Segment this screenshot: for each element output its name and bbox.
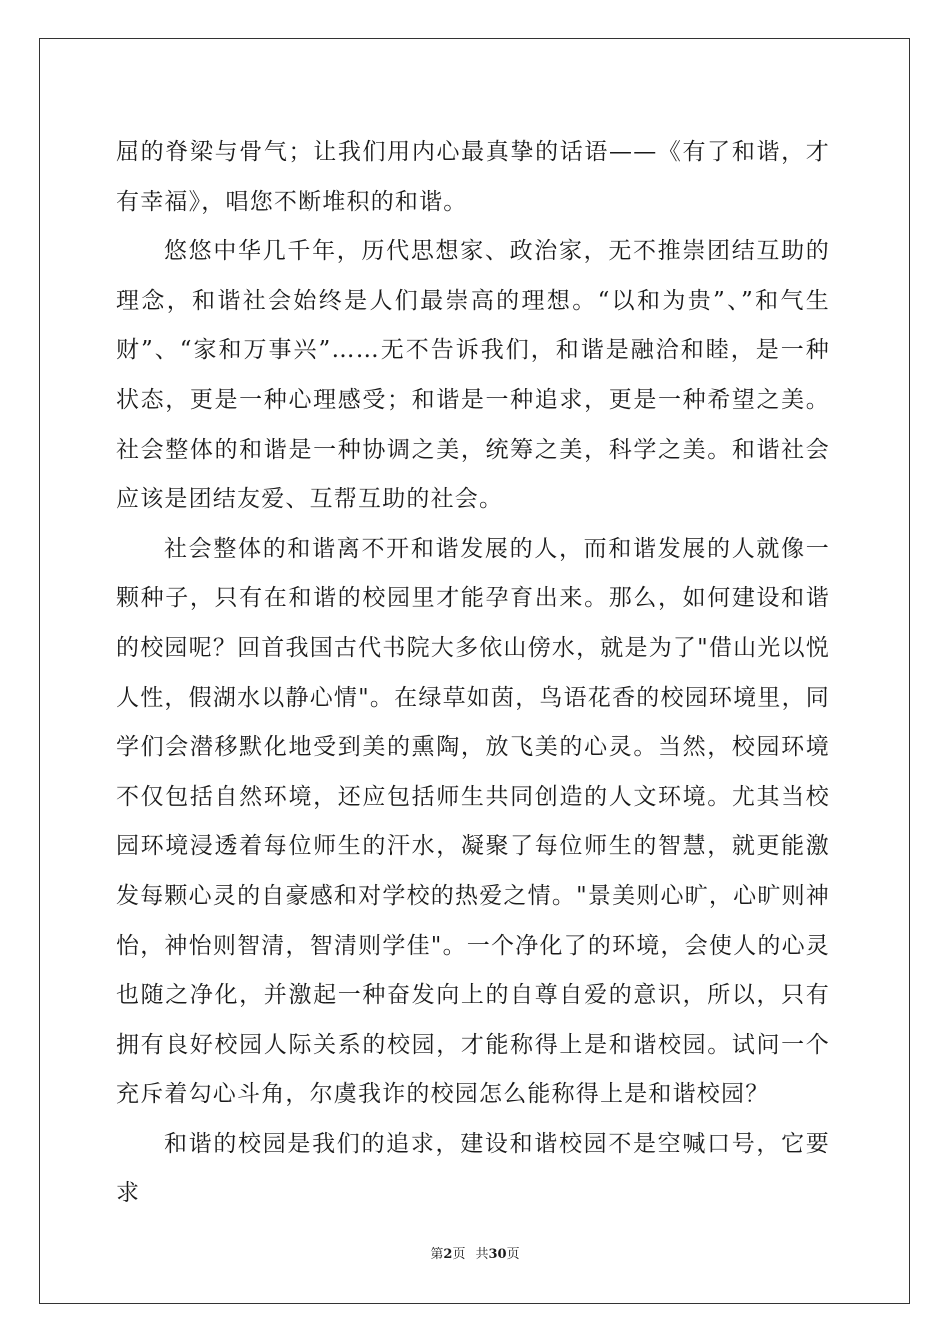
paragraph-4: 和谐的校园是我们的追求，建设和谐校园不是空喊口号，它要求: [116, 1130, 830, 1207]
paragraph-3: 社会整体的和谐离不开和谐发展的人，而和谐发展的人就像一颗种子，只有在和谐的校园里才能孕育出来。那么，如何建设和谐的校园呢？回首我国古代书院大多依山傍水，就是为了"借山光以悦人性，假湖水以静心情"。在绿草如茵，鸟语花香的校园环境里，同学们会潜移默化地受到美的熏陶，放飞美的心灵。当然，校园环境不仅包括自然环境，还应包括师生共同创造的人文环境。尤其当校园环境浸透着每位师生的汗水，凝聚了每位师生的智慧，就更能激发每颗心灵的自豪感和对学校的热爱之情。"景美则心旷，心旷则神怡，神怡则智清，智清则学佳"。一个净化了的环境，会使人的心灵也随之净化，并激起一种奋发向上的自尊自爱的意识，所以，只有拥有良好校园人际关系的校园，才能称得上是和谐校园。试问一个充斥着勾心斗角，尔虞我诈的校园怎么能称得上是和谐校园？: [116, 535, 830, 1108]
footer-page-prefix: 第: [430, 1247, 444, 1262]
page-footer: [0, 1245, 950, 1265]
document-body: [116, 128, 830, 1219]
paragraph-2: 悠悠中华几千年，历代思想家、政治家，无不推崇团结互助的理念，和谐社会始终是人们最崇高的理想。“以和为贵”、”和气生财”、“家和万事兴”……无不告诉我们，和谐是融洽和睦，是一种状态，更是一种心理感受；和谐是一种追求，更是一种希望之美。社会整体的和谐是一种协调之美，统筹之美，科学之美。和谐社会应该是团结友爱、互帮互助的社会。: [116, 238, 830, 513]
footer-page-suffix: 页: [452, 1247, 466, 1262]
footer-page-number: 2: [443, 1247, 453, 1262]
paragraph-1: 屈的脊梁与骨气；让我们用内心最真挚的话语——《有了和谐，才有幸福》，唱您不断堆积的和谐。: [116, 139, 830, 215]
footer-total-prefix: 共: [475, 1247, 489, 1262]
footer-total-suffix: 页: [506, 1247, 520, 1262]
footer-total-pages: 30: [488, 1247, 507, 1262]
